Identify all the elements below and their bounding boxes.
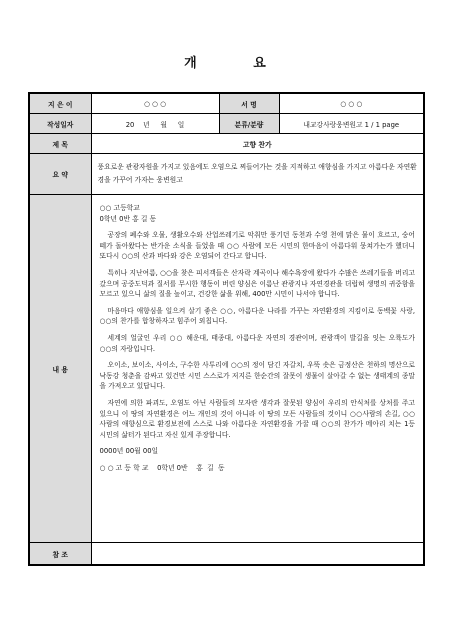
- overview-form: [28, 92, 425, 566]
- author-row: [29, 93, 424, 114]
- content-paragraph: 공장의 폐수와 오물, 생활오수와 산업쓰레기로 악취만 풍기던 동천과 수영 천에 맑은 물이 흐르고, 숭어 떼가 돌아왔다는 반가운 소식을 들었을 때 ○○ 사람에 모든 시민의 한마음이 아름다워 뭉쳐가는가 했더니 또다시 ○○의 산과 바다와 강은 오염되어 간다고 합니다.: [99, 231, 415, 261]
- greeting-school: ○○ 고등학교: [99, 204, 140, 212]
- author-label: 지 은 이: [29, 93, 91, 114]
- date-value: 20 년 월 일: [91, 114, 219, 134]
- document-title: 개 요: [184, 56, 292, 71]
- reference-label: 참 조: [29, 543, 91, 566]
- date-row: [29, 114, 424, 134]
- greeting-name: 0학년 0반 홍 길 동: [99, 214, 157, 223]
- content-paragraph: 세계의 얼굴인 우리 ○○ 해운대, 태종대, 아름다운 자연의 경관이며, 관광객이 발길을 잇는 오륙도가 ○○의 자랑입니다.: [99, 333, 415, 353]
- content-label: 내 용: [29, 195, 91, 543]
- content-signature: ○ ○ 고 등 학 교 0학년 0반 홍 길 동: [99, 463, 225, 472]
- content-paragraph: 자연에 의한 파괴도, 오염도 아닌 사람들의 모자란 생각과 잘못된 양심이 우리의 안식처를 상처를 주고 있으니 이 땅의 자연환경은 어느 개인의 것이 아니라 이 땅의 모든 사람들의 것이니 ○○사람의 손길, ○○ 사람의 애향심으로 환경보전에 스스로 나와 아름다운 자연환경을 가꿀 때 ○○의 찬가가 메아리 치는 1등 시민의 삶터가 된다고 자신 있게 주장합니다.: [99, 398, 415, 439]
- summary-value: 풍요로운 관광자원을 가지고 있음에도 오염으로 찌들어가는 것을 지적하고 애향심을 가지고 아름다운 자연환경을 가꾸어 가자는 웅변원고: [91, 154, 424, 195]
- content-body: [91, 195, 424, 543]
- reference-value: [91, 543, 424, 566]
- summary-label: 요 약: [29, 154, 91, 195]
- content-paragraph: 특히나 지난여름, ○○을 찾은 피서객들은 산자락 계곡이나 해수욕장에 왔다가 수많은 쓰레기들을 버리고 갔으며 공중도덕과 질서를 무시한 행동이 버린 양심은 이름난 관광지나 자연경관을 더럽혀 생명의 귀중함을 모르고 있으니 삶의 질을 높이고, 건강한 삶을 위해, 400만 시민이 나서야 합니다.: [99, 268, 415, 299]
- name-value: ○ ○ ○: [279, 93, 424, 114]
- content-paragraph: 마음마다 애향심을 일으켜 살기 좋은 ○○, 아름다운 나라를 가꾸는 자연환경의 지킴이로 동백꽃 사랑, ○○의 찬가를 합창하자고 힘주어 외칩니다.: [99, 306, 415, 326]
- subject-value: 고향 찬가: [91, 134, 424, 154]
- content-date: 0000년 00월 00일: [99, 447, 159, 456]
- summary-row: [29, 154, 424, 195]
- content-paragraph: 오이소, 보이소, 사이소, 구수한 사투리에 ○○의 정이 담긴 자갈치, 우뚝 솟은 금정산은 천하의 명산으로 낙동강 청춘을 감싸고 있건만 시민 스스로가 저지른 한순간의 잘못이 생물이 살아갈 수 없는 생태계의 종말을 가져오고 있답니다.: [99, 361, 415, 391]
- category-label: 분류/분량: [219, 114, 279, 134]
- name-label: 서 명: [219, 93, 279, 114]
- category-value: 내교강사랑웅변원고 1 / 1 page: [279, 114, 424, 134]
- author-value: ○ ○ ○: [91, 93, 219, 114]
- subject-label: 제 목: [29, 134, 91, 154]
- content-row: [29, 195, 424, 543]
- date-label: 작성일자: [29, 114, 91, 134]
- subject-row: [29, 134, 424, 154]
- reference-row: [29, 543, 424, 566]
